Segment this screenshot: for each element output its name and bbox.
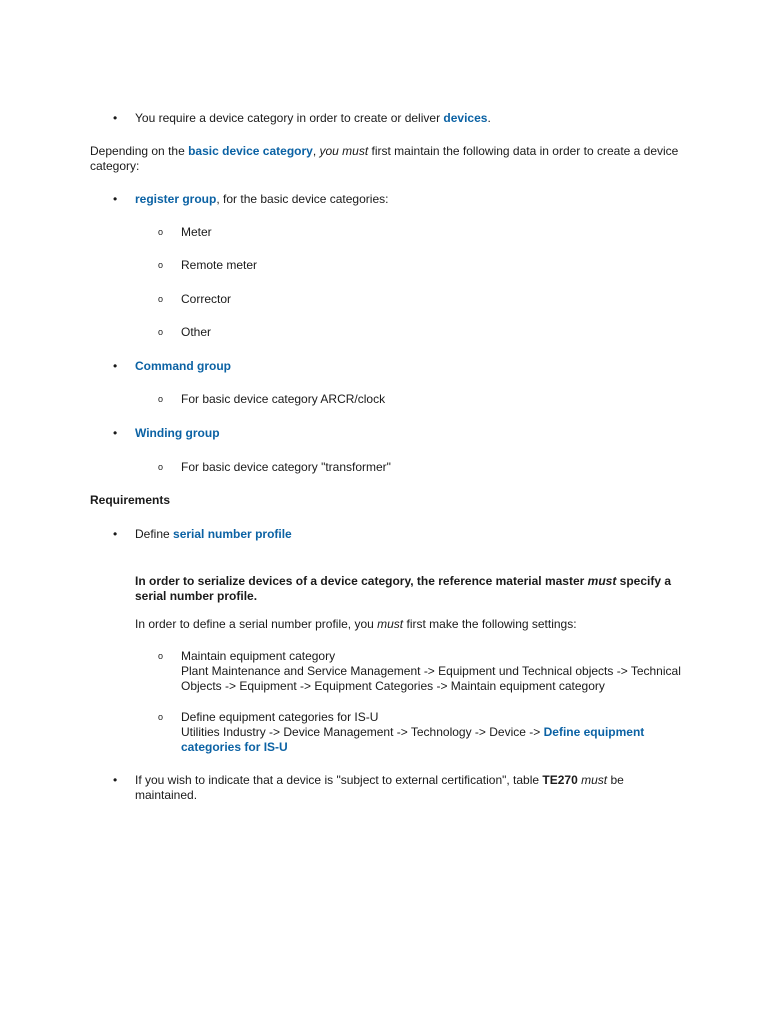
step-define-path-text: Utilities Industry -> Device Management -> Technology -> Device -> [181,725,544,739]
winding-group-item [135,426,220,441]
bullet-marker: • [113,192,118,206]
list-item-arcr-clock: For basic device category ARCR/clock [181,392,386,406]
list-item-corrector: Corrector [181,292,232,306]
define-profile-item [135,527,292,542]
register-group-item [135,192,388,207]
settings-text-1: In order to define a serial number profile, you [135,617,378,631]
settings-emphasis: must [377,617,404,631]
sub-bullet-marker: o [158,327,164,337]
sub-bullet-marker: o [158,394,164,404]
sub-bullet-marker: o [158,651,164,661]
depending-text-1: Depending on the [90,144,189,158]
bullet-marker: • [113,773,118,787]
list-item-remote-meter: Remote meter [181,258,258,272]
sub-bullet-marker: o [158,260,164,270]
certification-emphasis: must [581,773,608,787]
requirements-heading: Requirements [90,493,171,507]
serial-number-profile-link[interactable]: serial number profile [173,527,292,541]
certification-paragraph [135,773,630,803]
bullet-marker: • [113,111,118,125]
devices-link[interactable]: devices [443,111,488,125]
settings-text-2: first make the following settings: [403,617,577,631]
depending-emphasis: you must [319,144,369,158]
serialize-note-text-2: specify a serial number profile. [135,574,672,603]
sub-bullet-marker: o [158,294,164,304]
step-define-path [181,725,651,755]
table-name: TE270 [542,773,578,787]
intro-period: . [487,111,491,125]
serialize-note-text-1: In order to serialize devices of a device category, the reference material master [135,574,588,588]
intro-paragraph [135,111,491,126]
register-group-link[interactable]: register group [135,192,217,206]
intro-text: You require a device category in order to create or deliver [135,111,444,125]
define-text: Define [135,527,174,541]
certification-text-2: be maintained. [135,773,624,802]
basic-device-category-link[interactable]: basic device category [188,144,313,158]
step-define-title: Define equipment categories for IS-U [181,710,379,724]
step-maintain-title: Maintain equipment category [181,649,336,663]
certification-text-1: If you wish to indicate that a device is "subject to external certification", table [135,773,543,787]
define-equipment-categories-link[interactable]: Define equipment categories for IS-U [181,725,645,754]
command-group-link[interactable]: Command group [135,359,231,373]
bullet-marker: • [113,359,118,373]
sub-bullet-marker: o [158,462,164,472]
list-item-transformer: For basic device category "transformer" [181,460,391,474]
serialize-note-emphasis: must [587,574,617,588]
sub-bullet-marker: o [158,712,164,722]
sub-bullet-marker: o [158,227,164,237]
depending-text-2: first maintain the following data in order to create a device category: [90,144,679,173]
bullet-marker: • [113,426,118,440]
bullet-marker: • [113,527,118,541]
winding-group-link[interactable]: Winding group [135,426,220,440]
register-group-text: , for the basic device categories: [216,192,389,206]
list-item-other: Other [181,325,212,339]
step-maintain-path: Plant Maintenance and Service Management -> Equipment und Technical objects -> Technical Objects -> Equipment -> Equipment Categories -> Maintain equipment category [181,664,681,693]
list-item-meter: Meter [181,225,212,239]
depending-paragraph [90,144,690,174]
depending-comma: , [312,144,320,158]
settings-intro [135,617,577,632]
serialize-note [135,574,680,604]
command-group-item [135,359,231,374]
